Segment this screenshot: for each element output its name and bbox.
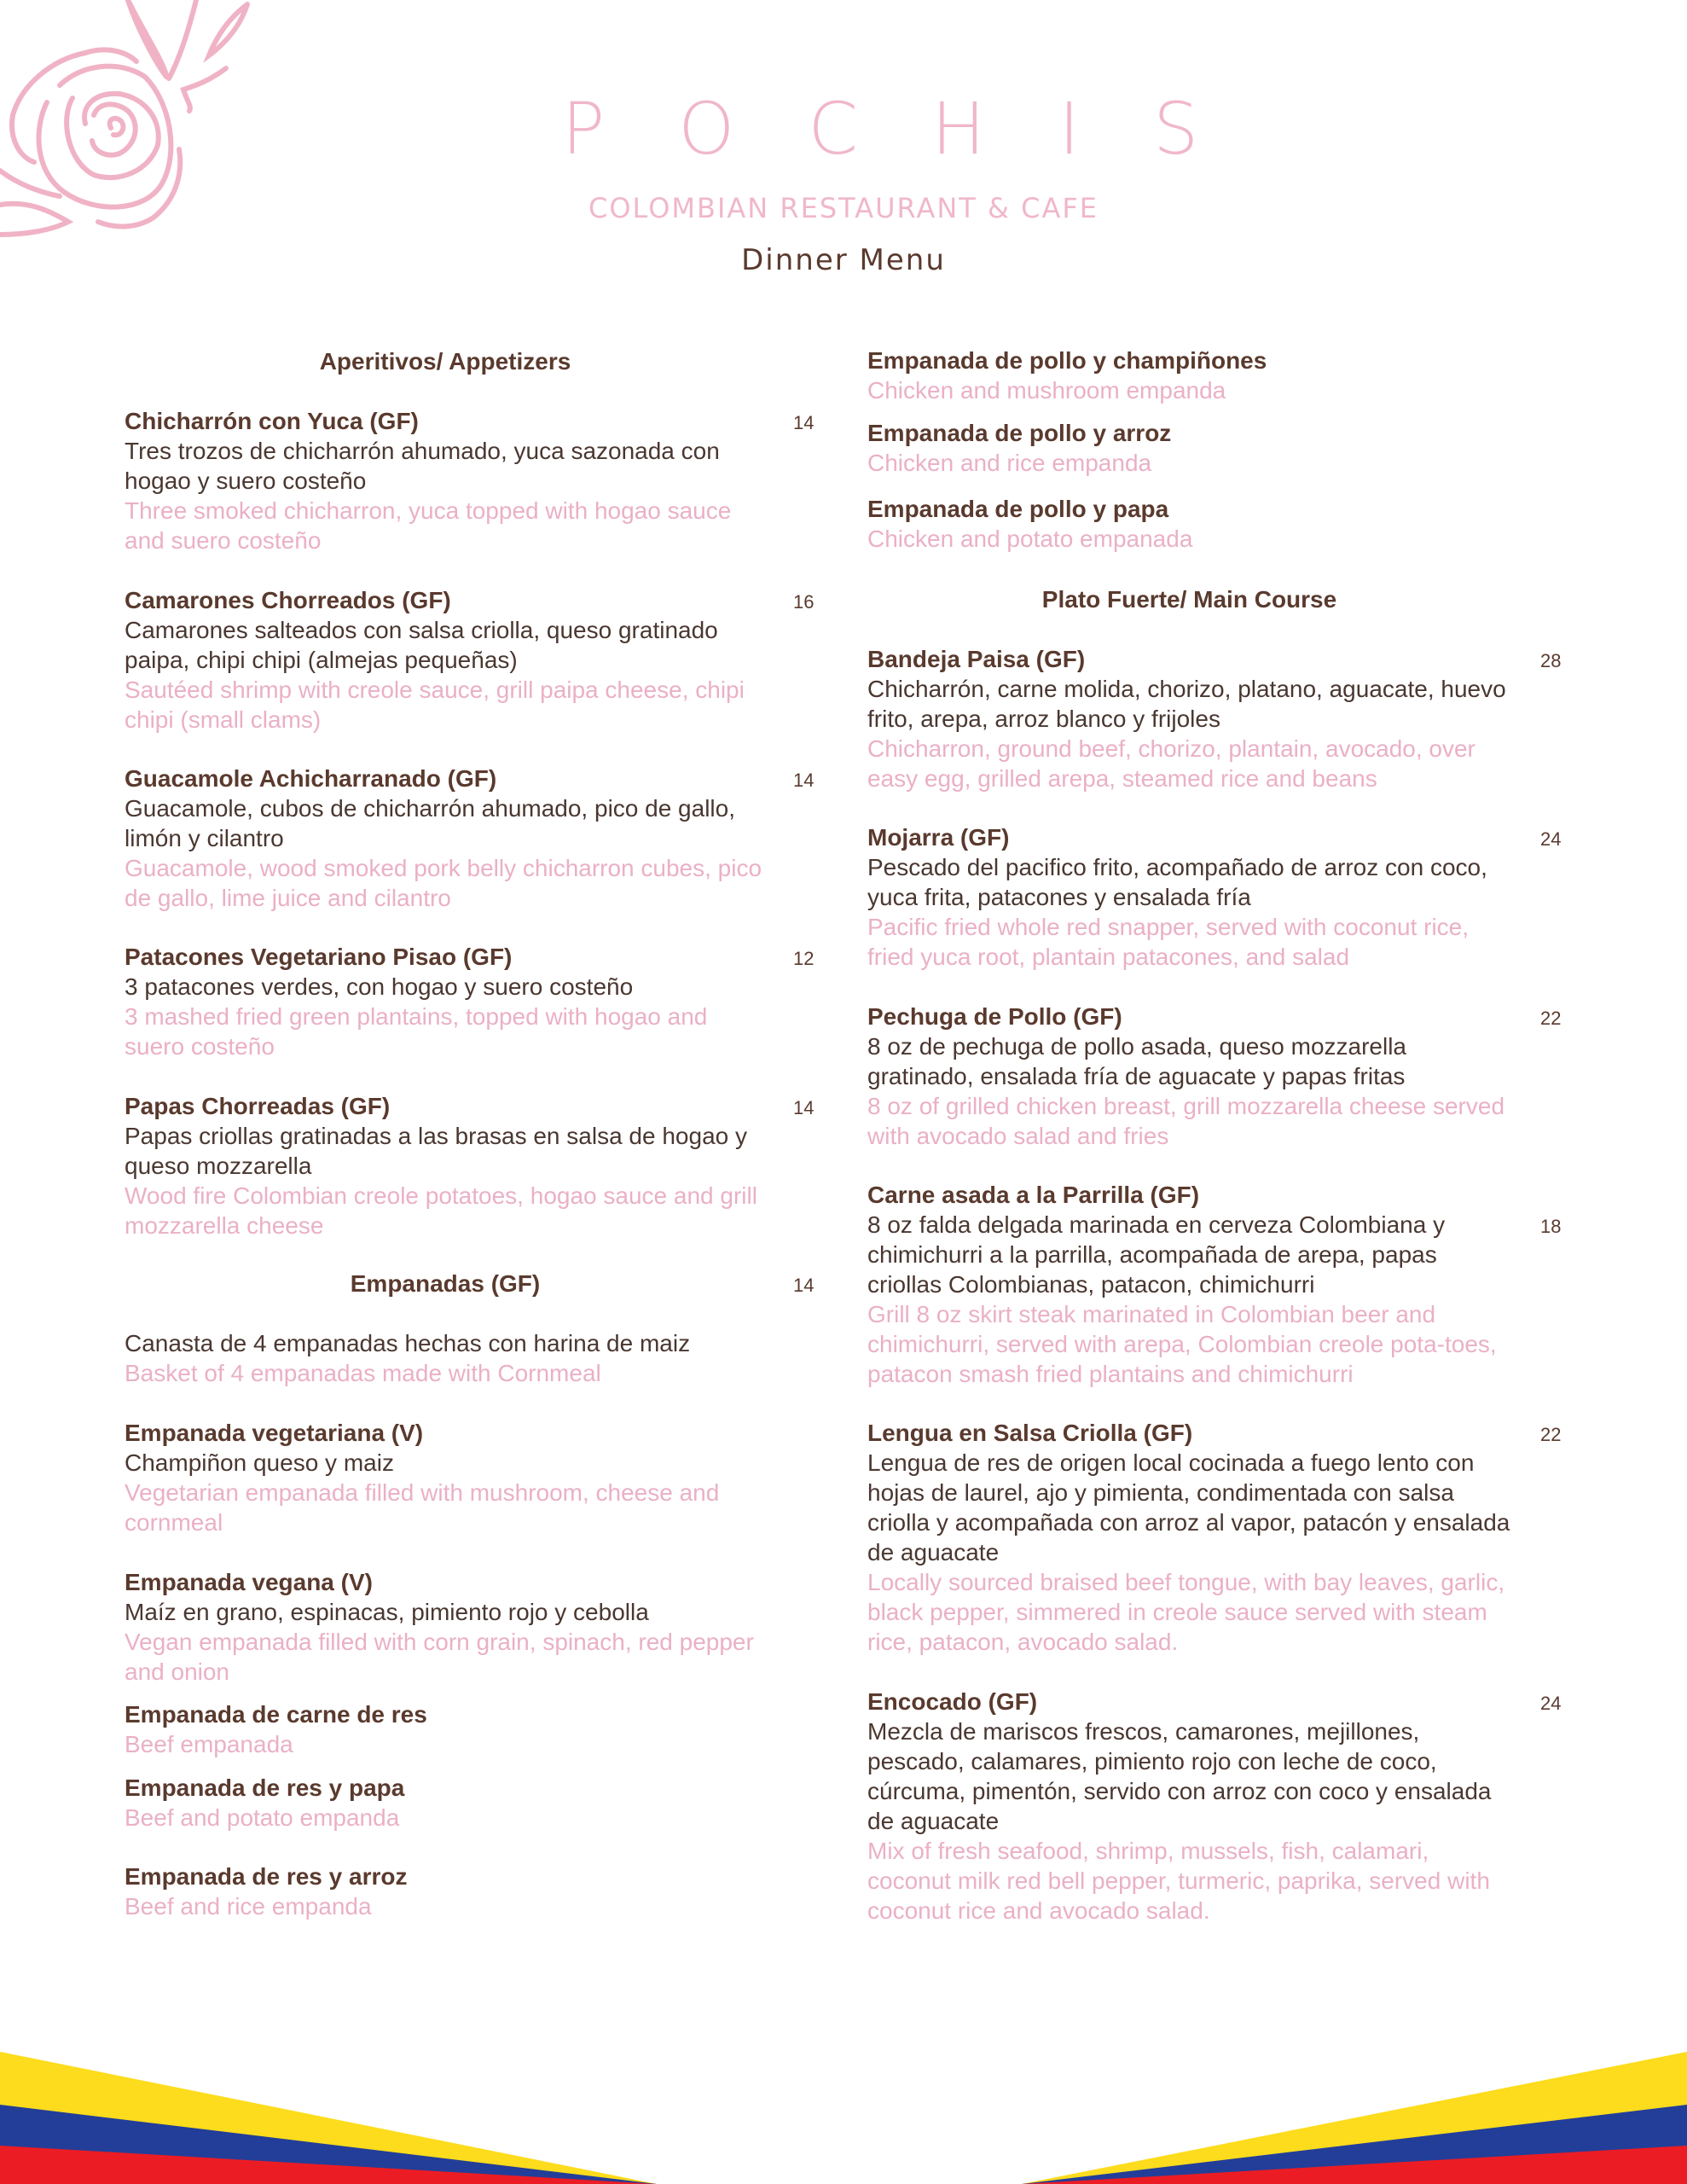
menu-item — [125, 764, 773, 913]
menu-item — [125, 1699, 773, 1759]
empanadas-intro — [125, 1328, 773, 1388]
menu-item — [867, 822, 1516, 972]
menu-item — [125, 1091, 773, 1240]
item-description-en: Vegetarian empanada filled with mushroom, cheese and cornmeal — [125, 1479, 720, 1536]
item-name: Guacamole Achicharranado (GF) — [125, 765, 497, 792]
item-name: Encocado (GF) — [867, 1688, 1038, 1715]
menu-item — [867, 1687, 1516, 1926]
menu-item — [867, 346, 1516, 405]
item-description-es: 3 patacones verdes, con hogao y suero costeño — [125, 973, 634, 1000]
item-name: Papas Chorreadas (GF) — [125, 1093, 391, 1119]
item-description-en: Beef and potato empanda — [125, 1804, 400, 1831]
item-price: 14 — [793, 1097, 815, 1118]
item-description-es: Camarones salteados con salsa criolla, queso gratinado paipa, chipi chipi (almejas pequeñas) — [125, 617, 718, 673]
menu-item — [867, 1002, 1516, 1151]
item-description-es: Guacamole, cubos de chicharrón ahumado, pico de gallo, limón y cilantro — [125, 795, 735, 851]
menu-item — [125, 1862, 773, 1921]
item-name: Pechuga de Pollo (GF) — [867, 1003, 1122, 1030]
item-name: Empanada vegetariana (V) — [125, 1420, 424, 1446]
section-title-main-course: Plato Fuerte/ Main Course — [1041, 586, 1337, 613]
item-description-en: Wood fire Colombian creole potatoes, hogao sauce and grill mozzarella cheese — [125, 1182, 757, 1239]
menu-item — [125, 1418, 773, 1537]
menu-item — [867, 1180, 1516, 1389]
item-price: 12 — [793, 948, 815, 969]
item-description-es: Canasta de 4 empanadas hechas con harina de maiz — [125, 1330, 691, 1356]
item-name: Bandeja Paisa (GF) — [867, 646, 1086, 672]
restaurant-logo: POCHIS — [561, 87, 1272, 171]
item-description-en: 3 mashed fried green plantains, topped with hogao and suero costeño — [125, 1003, 708, 1060]
item-name: Empanada de carne de res — [125, 1701, 427, 1728]
item-price: 28 — [1540, 650, 1562, 671]
item-description-en: Beef empanada — [125, 1731, 293, 1757]
item-description-en: Chicken and potato empanada — [867, 526, 1193, 552]
item-description-es: Champiñon queso y maiz — [125, 1449, 394, 1476]
empanadas-price: 14 — [793, 1275, 815, 1296]
item-description-es: Mezcla de mariscos frescos, camarones, mejillones, pescado, calamares, pimiento rojo con leche de coco, cúrcuma, pimentón, servido con arroz con coco y ensalada de aguacate — [867, 1718, 1492, 1834]
item-price: 24 — [1540, 828, 1562, 850]
menu-item — [125, 585, 773, 735]
menu-item — [867, 494, 1516, 554]
item-price: 24 — [1540, 1693, 1562, 1714]
item-description-es: Tres trozos de chicharrón ahumado, yuca sazonada con hogao y suero costeño — [125, 438, 720, 494]
item-description-en: Chicharron, ground beef, chorizo, plantain, avocado, over easy egg, grilled arepa, steamed rice and beans — [867, 735, 1475, 792]
item-description-en: Chicken and mushroom empanda — [867, 377, 1226, 404]
item-name: Empanada de pollo y champiñones — [867, 347, 1267, 374]
item-name: Empanada de res y arroz — [125, 1863, 408, 1890]
item-description-es: Maíz en grano, espinacas, pimiento rojo y cebolla — [125, 1599, 649, 1625]
item-description-en: Vegan empanada filled with corn grain, spinach, red pepper and onion — [125, 1629, 754, 1685]
item-description-en: Beef and rice empanda — [125, 1893, 372, 1920]
menu-item — [125, 1773, 773, 1833]
item-description-en: Guacamole, wood smoked pork belly chicharron cubes, pico de gallo, lime juice and cilantro — [125, 855, 762, 911]
item-description-es: Pescado del pacifico frito, acompañado de arroz con coco, yuca frita, patacones y ensalada fría — [867, 854, 1487, 910]
item-price: 14 — [793, 770, 815, 791]
section-title-appetizers: Aperitivos/ Appetizers — [319, 348, 571, 375]
item-description-en: Grill 8 oz skirt steak marinated in Colombian beer and chimichurri, served with arepa, Colombian creole pota-toes, patacon smash fried plantains and chimichurri — [867, 1301, 1497, 1387]
menu-item — [125, 942, 773, 1061]
item-name: Patacones Vegetariano Pisao (GF) — [125, 944, 513, 970]
item-description-en: Basket of 4 empanadas made with Cornmeal — [125, 1360, 601, 1386]
item-description-es: Papas criollas gratinadas a las brasas en salsa de hogao y queso mozzarella — [125, 1123, 747, 1179]
item-description-en: Chicken and rice empanda — [867, 450, 1152, 476]
restaurant-subtitle: COLOMBIAN RESTAURANT & CAFE — [588, 192, 1099, 224]
item-price: 16 — [793, 591, 815, 613]
item-description-es: 8 oz de pechuga de pollo asada, queso mozzarella gratinado, ensalada fría de aguacate y papas fritas — [867, 1033, 1406, 1089]
item-name: Empanada de pollo y arroz — [867, 420, 1172, 446]
item-description-es: Chicharrón, carne molida, chorizo, platano, aguacate, huevo frito, arepa, arroz blanco y frijoles — [867, 676, 1506, 732]
item-name: Empanada de res y papa — [125, 1774, 405, 1801]
item-name: Lengua en Salsa Criolla (GF) — [867, 1420, 1193, 1446]
item-description-en: Locally sourced braised beef tongue, with bay leaves, garlic, black pepper, simmered in creole sauce served with steam rice, patacon, avocado salad. — [867, 1569, 1505, 1655]
item-price: 18 — [1540, 1216, 1562, 1237]
section-title-empanadas: Empanadas (GF) — [350, 1270, 541, 1297]
item-name: Camarones Chorreados (GF) — [125, 587, 451, 613]
item-price: 22 — [1540, 1008, 1562, 1029]
item-description-en: Pacific fried whole red snapper, served with coconut rice, fried yuca root, plantain patacones, and salad — [867, 914, 1470, 970]
menu-item — [125, 406, 773, 555]
menu-item — [867, 418, 1516, 478]
colombian-flag-decoration — [0, 2030, 1687, 2184]
item-name: Mojarra (GF) — [867, 824, 1010, 851]
item-name: Empanada de pollo y papa — [867, 496, 1169, 522]
menu-item — [125, 1567, 773, 1687]
menu-item — [867, 644, 1516, 793]
item-name: Empanada vegana (V) — [125, 1569, 373, 1595]
item-description-es: 8 oz falda delgada marinada en cerveza Colombiana y chimichurri a la parrilla, acompañada de arepa, papas criollas Colombianas, patacon, chimichurri — [867, 1211, 1446, 1298]
item-description-es: Lengua de res de origen local cocinada a fuego lento con hojas de laurel, ajo y pimienta, condimentada con salsa criolla y acompañada con arroz al vapor, patacón y ensalada de aguacate — [867, 1449, 1510, 1565]
item-name: Carne asada a la Parrilla (GF) — [867, 1182, 1200, 1208]
item-price: 14 — [793, 412, 815, 433]
item-description-en: 8 oz of grilled chicken breast, grill mozzarella cheese served with avocado salad and fries — [867, 1093, 1505, 1149]
item-name: Chicharrón con Yuca (GF) — [125, 408, 419, 434]
item-price: 22 — [1540, 1424, 1562, 1445]
menu-item — [867, 1418, 1516, 1657]
menu-title: Dinner Menu — [741, 243, 946, 277]
item-description-en: Mix of fresh seafood, shrimp, mussels, fish, calamari, coconut milk red bell pepper, turmeric, paprika, served with coconut rice and avocado salad. — [867, 1838, 1490, 1924]
item-description-en: Three smoked chicharron, yuca topped with hogao sauce and suero costeño — [125, 497, 732, 554]
item-description-en: Sautéed shrimp with creole sauce, grill paipa cheese, chipi chipi (small clams) — [125, 677, 745, 733]
